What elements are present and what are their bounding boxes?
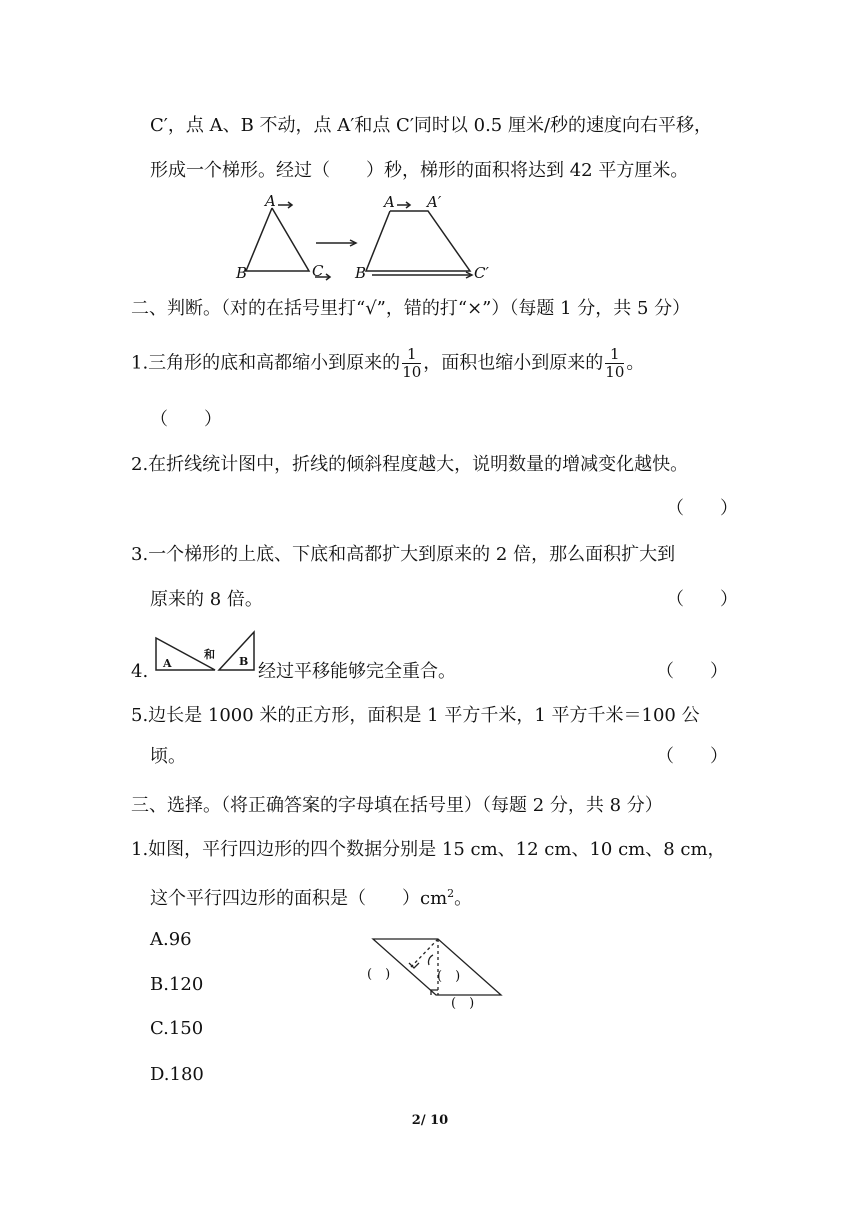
- q3-answer-paren[interactable]: （ ）: [666, 589, 738, 610]
- label-a: A: [265, 192, 276, 210]
- label-c2-prime: C′: [474, 264, 489, 282]
- parallelogram-shape: [373, 939, 501, 995]
- paren-bottom: ( ): [451, 996, 475, 1011]
- sec2-q3-line1: 3.一个梯形的上底、下底和高都扩大到原来的 2 倍，那么面积扩大到: [131, 544, 676, 565]
- option-a[interactable]: A.96: [150, 929, 192, 950]
- q4-answer-paren[interactable]: （ ）: [656, 661, 728, 682]
- fraction-2: $\frac{1}{10}$: [605, 345, 625, 381]
- sec3-q1-line1: 1.如图，平行四边形的四个数据分别是 15 cm、12 cm、10 cm、8 cm，: [131, 839, 726, 860]
- sec2-header: 二、判断。（对的在括号里打“√”，错的打“×”）（每题 1 分，共 5 分）: [131, 298, 691, 319]
- option-d[interactable]: D.180: [150, 1064, 204, 1085]
- sec2-q5-line1: 5.边长是 1000 米的正方形，面积是 1 平方千米，1 平方千米＝100 公: [131, 705, 700, 726]
- option-c[interactable]: C.150: [150, 1018, 204, 1039]
- label-a: A: [163, 657, 172, 670]
- page-number: 2/ 10: [411, 1113, 449, 1128]
- label-a2: A: [384, 193, 395, 211]
- fraction-1: $\frac{1}{10}$: [402, 345, 422, 381]
- sec2-q2: 2.在折线统计图中，折线的倾斜程度越大，说明数量的增减变化越快。: [131, 454, 689, 475]
- label-he: 和: [204, 648, 215, 661]
- sec2-q4-text: 经过平移能够完全重合。: [258, 661, 456, 682]
- label-b: B: [239, 655, 249, 668]
- label-b: B: [236, 264, 248, 282]
- label-c: C: [312, 262, 324, 280]
- q2-answer-paren[interactable]: （ ）: [666, 498, 738, 519]
- q1-answer-paren[interactable]: （ ）: [150, 409, 222, 430]
- q5-answer-paren[interactable]: （ ）: [656, 746, 728, 767]
- option-b[interactable]: B.120: [150, 974, 204, 995]
- q1-text-post: 。: [626, 352, 645, 374]
- label-b2: B: [355, 264, 367, 282]
- paren-left: ( ): [367, 967, 391, 982]
- label-a2-prime: A′: [427, 193, 442, 211]
- sec3-header: 三、选择。（将正确答案的字母填在括号里）（每题 2 分，共 8 分）: [131, 795, 663, 816]
- sec3-q1-line2: 这个平行四边形的面积是（ ）$cm^2$。: [150, 887, 473, 909]
- sec1-line2: 形成一个梯形。经过（ ）秒，梯形的面积将达到 42 平方厘米。: [150, 160, 689, 181]
- q1-text-mid: ，面积也缩小到原来的: [423, 352, 604, 374]
- sec2-q5-line2: 顷。: [150, 746, 186, 767]
- right-angle-mark-2: [409, 963, 419, 968]
- paren-mid: ( ): [437, 969, 461, 984]
- height-line-2: [411, 939, 438, 967]
- angle-arc: [428, 955, 433, 965]
- sec2-q4-num: 4.: [131, 661, 149, 682]
- sec2-q3-line2: 原来的 8 倍。: [150, 589, 263, 610]
- q1-text-pre: 1.三角形的底和高都缩小到原来的: [131, 352, 401, 374]
- sec1-line1: C′，点 A、B 不动，点 A′和点 C′同时以 0.5 厘米/秒的速度向右平移，: [150, 115, 713, 136]
